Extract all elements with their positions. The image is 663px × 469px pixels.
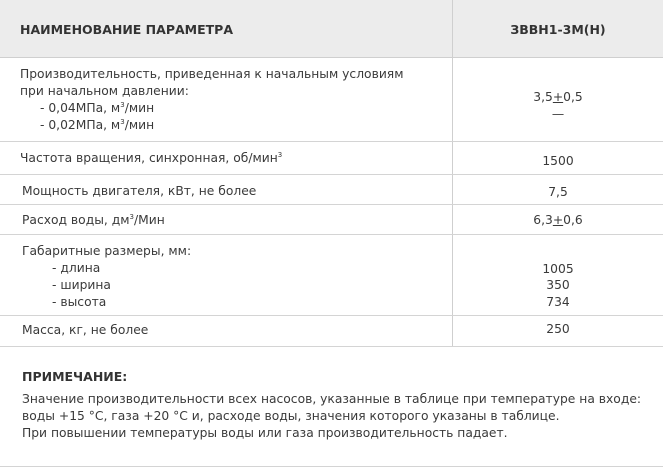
row-capacity-label-2: при начальном давлении: [20,84,189,98]
row-capacity-label-1: Производительность, приведенная к начальным условиям [20,67,404,81]
row-dimensions-label: Габаритные размеры, мм: [22,244,192,258]
note-title: ПРИМЕЧАНИЕ: [22,369,128,384]
bottom-divider [0,466,663,467]
row-capacity-label-4: - 0,02МПа, $м^3$/мин [40,117,155,132]
row-rotation-label: Частота вращения, синхронная, об/мин$^3$ [20,150,283,165]
row-dimensions-length: - длина [52,261,101,275]
row-power-value: 7,5 [548,185,568,199]
row-divider [0,234,663,235]
row-divider [0,315,663,316]
row-divider [0,346,663,347]
row-mass-label: Масса, кг, не более [22,323,149,337]
note-line-2: воды +15 °С, газа +20 °С и, расходе воды, значения которого указаны в таблице. [22,409,560,423]
table-header [0,0,663,58]
note-text [22,391,641,442]
row-dimensions-width: - ширина [52,278,111,292]
row-capacity-value-1: 3,5+0,5 [533,90,583,104]
row-dimensions-height: - высота [52,295,107,309]
row-water-label: Расход воды, $дм^3$/Мин [22,212,165,227]
row-capacity-label-3: - 0,04МПа, $м^3$/мин [40,100,155,115]
row-rotation-value: 1500 [542,154,574,168]
note-line-1: Значение производительности всех насосов, указанные в таблице при температуре на входе: [22,392,642,406]
row-height-value: 734 [546,295,570,309]
row-power-label: Мощность двигателя, кВт, не более [22,184,257,198]
note-line-3: При повышении температуры воды или газа производительность падает. [22,426,508,440]
row-length-value: 1005 [542,262,574,276]
row-divider [0,141,663,142]
row-capacity-value-2: — [551,107,565,121]
row-divider [0,174,663,175]
header-model: ЗВВН1-3М(Н) [510,22,606,37]
row-width-value: 350 [546,278,570,292]
row-mass-value: 250 [546,322,570,336]
row-water-value: 6,3+0,6 [533,213,583,227]
header-parameter-name: НАИМЕНОВАНИЕ ПАРАМЕТРА [20,22,233,37]
row-divider [0,204,663,205]
